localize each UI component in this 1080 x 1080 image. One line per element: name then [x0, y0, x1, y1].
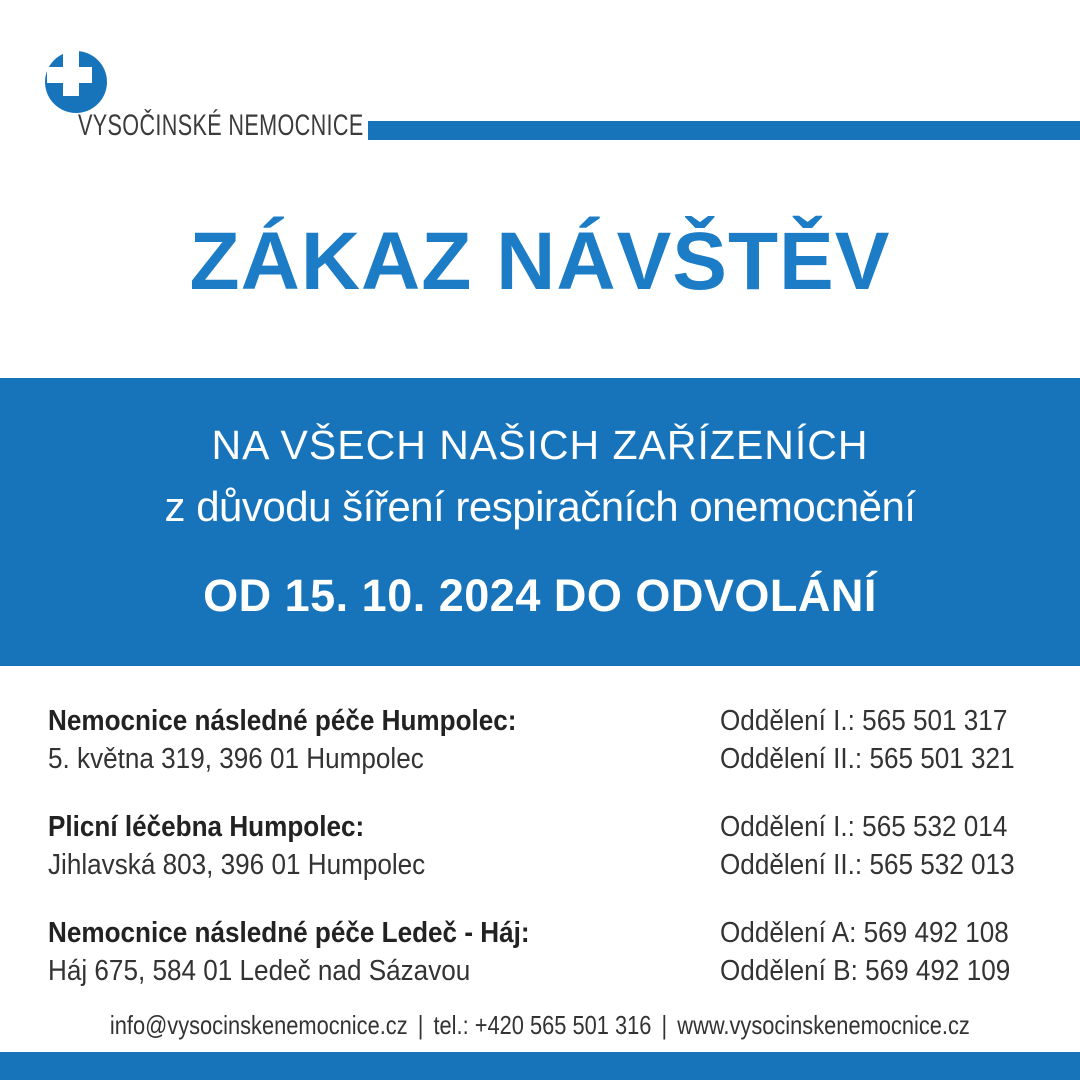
facility-row — [48, 702, 1040, 778]
facility-name: Nemocnice následné péče Humpolec: — [48, 705, 517, 737]
brand-name: VYSOČINSKÉ NEMOCNICE — [78, 109, 364, 142]
banner-scope-line: NA VŠECH NAŠICH ZAŘÍZENÍCH — [211, 422, 869, 468]
facility-address: 5. května 319, 396 01 Humpolec — [48, 743, 424, 775]
facility-name: Nemocnice následné péče Ledeč - Háj: — [48, 917, 530, 949]
banner-date-line: OD 15. 10. 2024 DO ODVOLÁNÍ — [203, 570, 877, 621]
facility-phones — [720, 914, 1042, 990]
facility-row — [48, 808, 1040, 884]
bottom-accent-bar — [0, 1052, 1080, 1080]
facility-name: Plicní léčebna Humpolec: — [48, 811, 365, 843]
footer-phone: tel.: +420 565 501 316 — [433, 1010, 652, 1040]
facility-row — [48, 914, 1040, 990]
hospital-cross-icon — [40, 44, 112, 116]
contact-footer-text — [110, 1008, 970, 1042]
page-title: ZÁKAZ NÁVŠTĚV — [189, 216, 891, 307]
footer-email: info@vysocinskenemocnice.cz — [110, 1010, 408, 1040]
facility-phones — [720, 808, 1047, 884]
facility-phone: Oddělení II.: 565 501 321 — [720, 743, 1015, 775]
contact-footer — [0, 1008, 1080, 1042]
footer-separator: | — [661, 1010, 668, 1040]
facilities-list — [48, 702, 1040, 1020]
facility-phone: Oddělení I.: 565 501 317 — [720, 705, 1008, 737]
announcement-banner — [0, 378, 1080, 666]
facility-address: Jihlavská 803, 396 01 Humpolec — [48, 849, 426, 881]
facility-phones — [720, 702, 1047, 778]
facility-phone: Oddělení B: 569 492 109 — [720, 955, 1011, 987]
banner-reason-line: z důvodu šíření respiračních onemocnění — [164, 483, 916, 530]
facility-phone: Oddělení II.: 565 532 013 — [720, 849, 1015, 881]
header-accent-bar — [368, 121, 1080, 140]
facility-phone: Oddělení A: 569 492 108 — [720, 917, 1009, 949]
footer-website: www.vysocinskenemocnice.cz — [677, 1010, 970, 1040]
footer-separator: | — [417, 1010, 424, 1040]
facility-address: Háj 675, 584 01 Ledeč nad Sázavou — [48, 955, 471, 987]
facility-phone: Oddělení I.: 565 532 014 — [720, 811, 1008, 843]
